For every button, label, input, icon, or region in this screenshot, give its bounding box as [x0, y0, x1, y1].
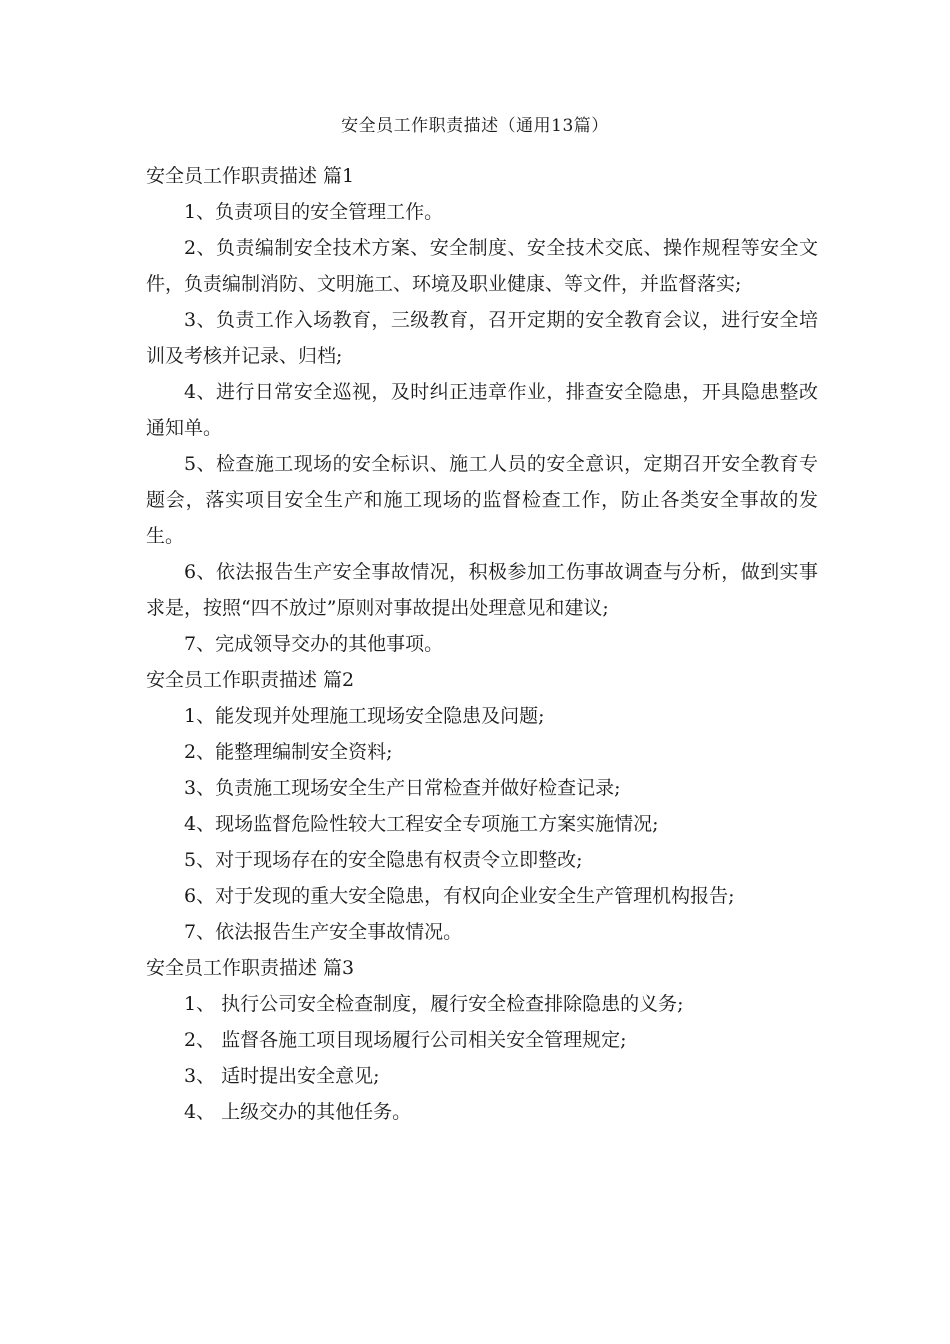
- list-item: 4、 上级交办的其他任务。: [184, 1101, 412, 1123]
- list-item: 3、负责工作入场教育，三级教育，召开定期的安全教育会议，进行安全培训及考核并记录、归档;: [146, 309, 818, 367]
- section-heading: 安全员工作职责描述 篇2: [146, 669, 355, 691]
- list-item: 6、依法报告生产安全事故情况，积极参加工伤事故调查与分析，做到实事求是，按照“四不放过”原则对事故提出处理意见和建议;: [146, 561, 818, 619]
- section-3: [146, 950, 818, 1130]
- list-item: 1、负责项目的安全管理工作。: [184, 201, 444, 223]
- list-item: 3、负责施工现场安全生产日常检查并做好检查记录;: [184, 777, 621, 799]
- list-item: 2、能整理编制安全资料;: [184, 741, 393, 763]
- list-item: 4、现场监督危险性较大工程安全专项施工方案实施情况;: [184, 813, 659, 835]
- list-item: 1、 执行公司安全检查制度，履行安全检查排除隐患的义务;: [184, 993, 684, 1015]
- list-item: 2、 监督各施工项目现场履行公司相关安全管理规定;: [184, 1029, 627, 1051]
- list-item: 6、对于发现的重大安全隐患，有权向企业安全生产管理机构报告;: [184, 885, 735, 907]
- list-item: 7、依法报告生产安全事故情况。: [184, 921, 463, 943]
- list-item: 4、进行日常安全巡视，及时纠正违章作业，排查安全隐患，开具隐患整改通知单。: [146, 381, 818, 439]
- section-heading: 安全员工作职责描述 篇1: [146, 165, 355, 187]
- list-item: 7、完成领导交办的其他事项。: [184, 633, 444, 655]
- section-1: [146, 158, 818, 662]
- list-item: 3、 适时提出安全意见;: [184, 1065, 380, 1087]
- list-item: 1、能发现并处理施工现场安全隐患及问题;: [184, 705, 545, 727]
- list-item: 2、负责编制安全技术方案、安全制度、安全技术交底、操作规程等安全文件，负责编制消防、文明施工、环境及职业健康、等文件，并监督落实;: [146, 237, 818, 295]
- list-item: 5、检查施工现场的安全标识、施工人员的安全意识，定期召开安全教育专题会，落实项目安全生产和施工现场的监督检查工作，防止各类安全事故的发生。: [146, 453, 818, 547]
- section-heading: 安全员工作职责描述 篇3: [146, 957, 355, 979]
- document-body: [146, 158, 818, 1130]
- list-item: 5、对于现场存在的安全隐患有权责令立即整改;: [184, 849, 583, 871]
- document-title: 安全员工作职责描述（通用13篇）: [341, 116, 609, 136]
- section-2: [146, 662, 818, 950]
